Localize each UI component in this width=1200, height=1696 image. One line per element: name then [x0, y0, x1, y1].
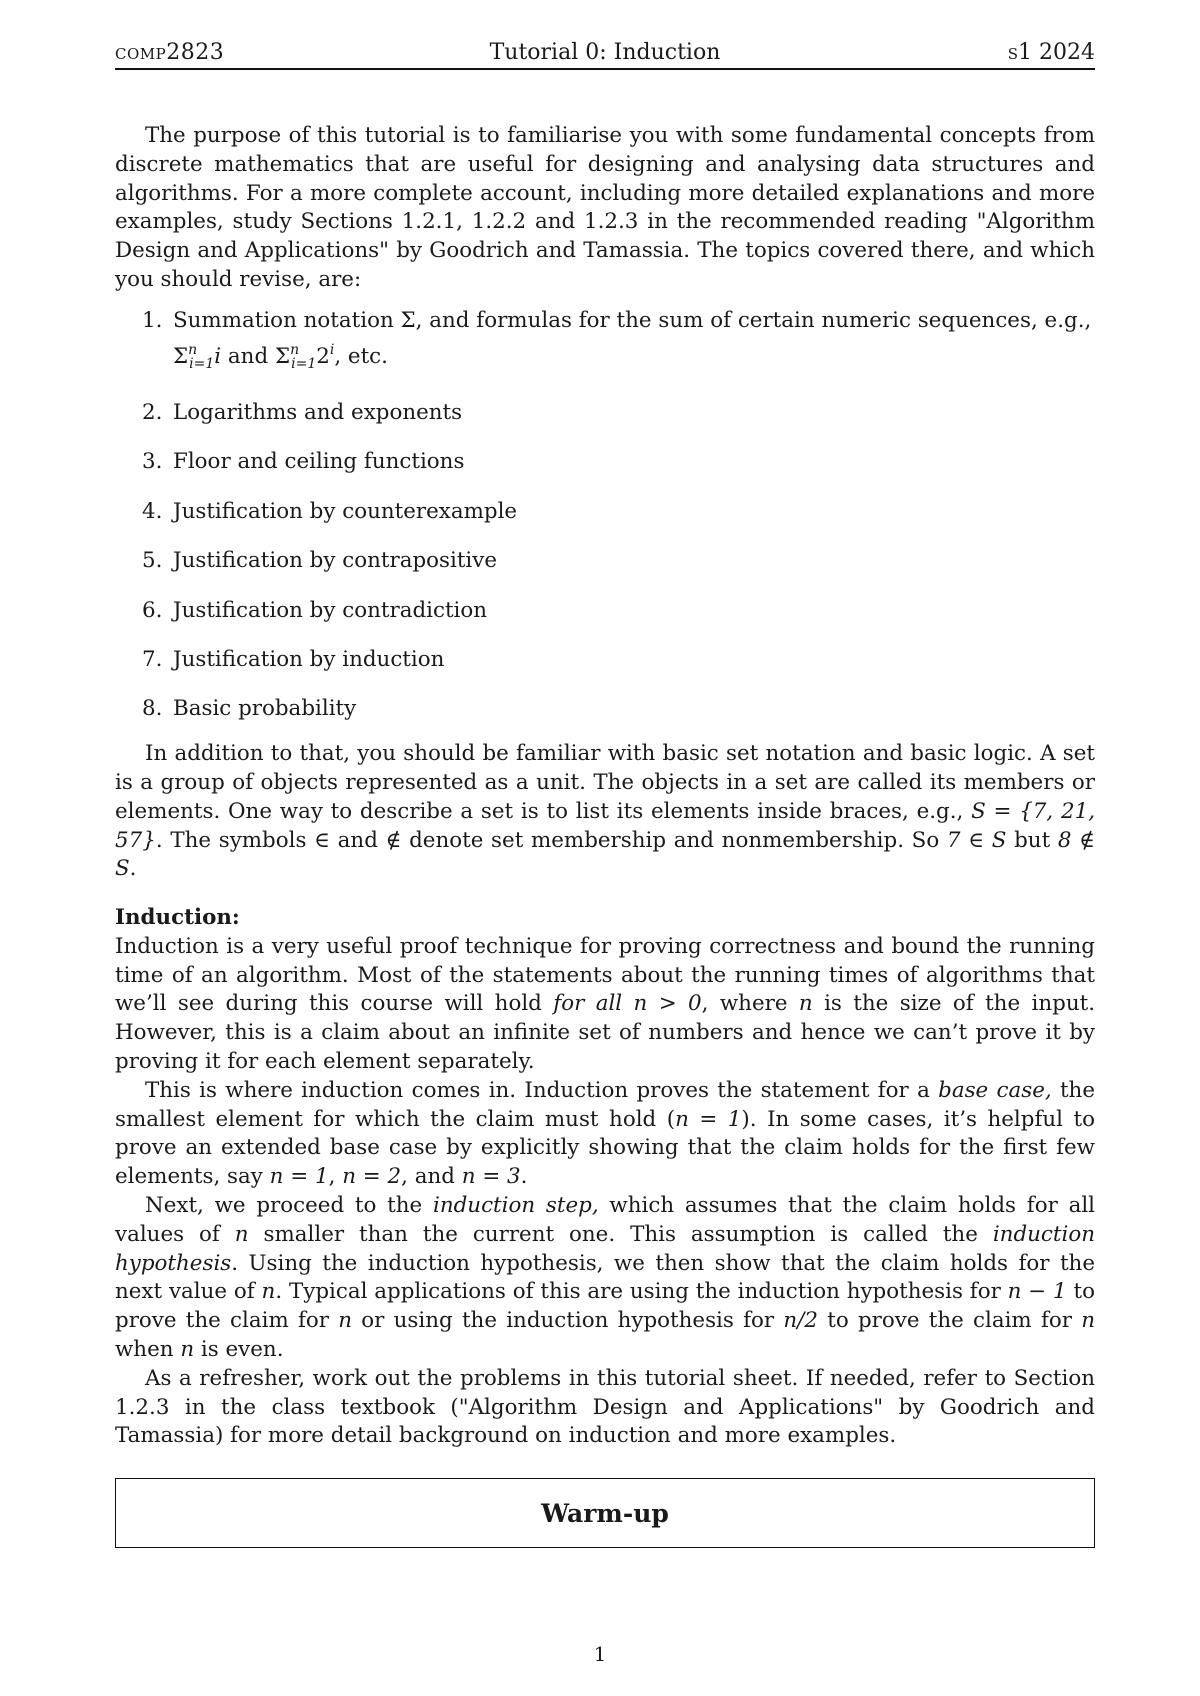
induction-paragraph-3	[115, 1192, 1095, 1365]
list-number: 1.	[142, 307, 163, 333]
text-run: .	[520, 1164, 528, 1190]
math-expr: n = 2	[342, 1164, 402, 1190]
emphasis: induction step,	[432, 1193, 599, 1219]
text-run: , where	[701, 991, 799, 1017]
warm-up-section-box	[115, 1478, 1095, 1548]
list-item	[115, 695, 1095, 724]
emphasis: base case,	[938, 1077, 1052, 1103]
text-run: which assumes that the claim holds for all values of	[115, 1193, 1096, 1247]
text-run: Next, we proceed to the	[145, 1193, 433, 1219]
math-var: n	[1081, 1308, 1095, 1334]
list-number: 4.	[142, 498, 163, 524]
text-run: .	[129, 856, 137, 882]
math-expr: n = 3	[461, 1164, 521, 1190]
list-item-text: Floor and ceiling functions	[173, 449, 465, 475]
text-run: ). In some cases, it’s helpful to prove an extended base case by explicitly showing that the claim holds for the first few elements, say	[115, 1106, 1095, 1190]
text-run: to prove the claim for	[115, 1279, 1095, 1334]
list-item	[115, 448, 1095, 477]
intro-paragraph: The purpose of this tutorial is to familiarise you with some fundamental concepts from discrete mathematics that are useful for designing and analysing data structures and algorithms. For a more complete account, including more detailed explanations and more examples, study Sections 1.2.1, 1.2.2 and 1.2.3 in the recommended reading "Algorithm Design and Applications" by Goodrich and Tamassia. The topics covered there, and which you should revise, are:	[115, 123, 1095, 292]
list-item	[115, 399, 1095, 428]
list-number: 8.	[142, 696, 163, 722]
page-number: 1	[593, 1642, 607, 1666]
text-run: when	[115, 1337, 181, 1363]
math-var: n	[180, 1337, 195, 1363]
math-var: n	[338, 1308, 353, 1334]
list-item	[115, 646, 1095, 675]
text-run: but	[1006, 827, 1058, 853]
list-item-text: Justification by induction	[173, 646, 445, 672]
text-run: is the size of the input. However, this is a claim about an infinite set of numbers and hence we can’t prove it by proving it for each element separately.	[115, 991, 1095, 1075]
math-expr: n = 1	[675, 1106, 742, 1132]
math-var: n	[798, 991, 813, 1017]
math-expr: n − 1	[1007, 1279, 1067, 1305]
induction-paragraph-1	[115, 933, 1095, 1077]
text-run: , and	[401, 1164, 462, 1190]
list-item	[115, 547, 1095, 576]
list-item-text: Basic probability	[173, 696, 357, 722]
page-header	[115, 36, 1095, 70]
course-code: comp2823	[115, 40, 225, 65]
text-run: This is where induction comes in. Induction proves the statement for a	[145, 1077, 939, 1103]
text-run: . The symbols ∈ and ∉ denote set membership and nonmembership. So	[155, 827, 947, 853]
list-item-text: Justification by counterexample	[173, 498, 518, 524]
induction-paragraph-2	[115, 1077, 1095, 1192]
tutorial-title: Tutorial 0: Induction	[489, 40, 721, 65]
semester-label: s1 2024	[1007, 40, 1095, 65]
sets-paragraph	[115, 740, 1095, 884]
text-run: is even.	[194, 1337, 284, 1363]
summation-formula: $\Sigma^n_{i=1}i$ and $\Sigma^n_{i=1}2^i$, etc.	[173, 341, 388, 372]
text-run: the smallest element for which the claim must hold (	[115, 1077, 1095, 1132]
induction-paragraph-4: As a refresher, work out the problems in this tutorial sheet. If needed, refer to Section 1.2.3 in the class textbook ("Algorithm Design and Applications" by Goodrich and Tamassia) for more detail background on induction and more examples.	[115, 1365, 1095, 1449]
math-expr: n/2	[783, 1308, 818, 1334]
text-run: . Using the induction hypothesis, we then show that the claim holds for the next value of	[115, 1250, 1095, 1305]
list-number: 7.	[142, 646, 163, 672]
emphasis: induction hypothesis	[115, 1221, 1095, 1276]
list-item	[115, 597, 1095, 626]
text-run: or using the induction hypothesis for	[352, 1308, 784, 1334]
header-rule	[115, 68, 1095, 70]
text-run: In addition to that, you should be familiar with basic set notation and basic logic. A set is a group of objects represented as a unit. The objects in a set are called its members or elements. One way to describe a set is to list its elements inside braces, e.g.,	[115, 741, 1095, 824]
list-item-text: Justification by contrapositive	[173, 548, 498, 574]
list-number: 5.	[142, 548, 163, 574]
section-heading-induction: Induction:	[115, 905, 240, 931]
page-body	[115, 122, 1095, 1451]
list-item	[115, 307, 1095, 379]
emphasis: for all n > 0	[553, 991, 702, 1017]
text-run: ,	[328, 1164, 343, 1190]
text-run: Induction is a very useful proof technique for proving correctness and bound the running time of an algorithm. Most of the statements about the running times of algorithms that we’ll see during this course will hold	[115, 933, 1095, 1017]
text-run: . Typical applications of this are using the induction hypothesis for	[275, 1279, 1008, 1305]
math-expr: n = 1	[269, 1164, 329, 1190]
list-item-text: Summation notation Σ, and formulas for the sum of certain numeric sequences, e.g.,	[173, 307, 1092, 333]
list-number: 3.	[142, 449, 163, 475]
list-item-text: Justification by contradiction	[173, 597, 488, 623]
text-run: to prove the claim for	[817, 1308, 1082, 1334]
math-var: n	[261, 1279, 276, 1305]
list-number: 6.	[142, 597, 163, 623]
list-item	[115, 498, 1095, 527]
topics-list	[115, 307, 1095, 724]
warm-up-heading: Warm-up	[541, 1498, 669, 1528]
nonmembership-expression: 8 ∉ S	[115, 827, 1095, 882]
text-run: smaller than the current one. This assumption is called the	[248, 1221, 993, 1247]
math-var: n	[234, 1221, 249, 1247]
list-number: 2.	[142, 399, 163, 425]
set-expression: S = {7, 21, 57}	[115, 798, 1096, 853]
list-item-text: Logarithms and exponents	[173, 399, 463, 425]
membership-expression: 7 ∈ S	[946, 827, 1007, 853]
